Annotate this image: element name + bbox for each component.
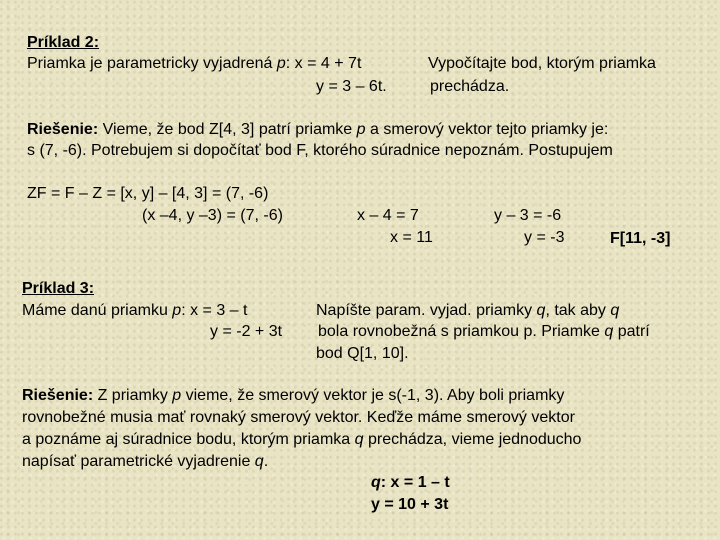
example2-intro: Priamka je parametricky vyjadrená p: x = 4 + 7t (27, 55, 362, 72)
solution2-y-eq2: y = -3 (524, 229, 565, 246)
example3-task-line1: Napíšte param. vyjad. priamky q, tak aby q (316, 302, 620, 319)
solution2-result: F[11, -3] (610, 230, 671, 247)
example2-title: Príklad 2: (27, 34, 100, 51)
example3-task-line2: bola rovnobežná s priamkou p. Priamke q patrí (318, 323, 650, 340)
solution3-line1: Riešenie: Z priamky p vieme, že smerový vektor je s(-1, 3). Aby boli priamky (22, 387, 565, 404)
solution2-x-eq2: x = 11 (390, 229, 433, 246)
example3-title: Príklad 3: (22, 280, 95, 297)
solution2-line2: s (7, -6). Potrebujem si dopočítať bod F, ktorého súradnice nepoznám. Postupujem (27, 142, 613, 159)
solution2-y-eq1: y – 3 = -6 (494, 207, 562, 224)
solution3-answer-x: q: x = 1 – t (371, 474, 450, 491)
solution3-line4: napísať parametrické vyjadrenie q. (22, 453, 269, 470)
solution3-answer-y: y = 10 + 3t (371, 496, 449, 513)
solution2-calc2: (x –4, y –3) = (7, -6) (142, 207, 283, 224)
example3-eq2: y = -2 + 3t (210, 323, 283, 340)
example2-task-line2: prechádza. (430, 78, 510, 95)
example2-eq2: y = 3 – 6t. (316, 78, 387, 95)
solution2-calc1: ZF = F – Z = [x, y] – [4, 3] = (7, -6) (27, 185, 269, 202)
example3-task-line3: bod Q[1, 10]. (316, 345, 409, 362)
solution3-line2: rovnobežné musia mať rovnaký smerový vektor. Keďže máme smerový vektor (22, 409, 575, 426)
example3-intro: Máme danú priamku p: x = 3 – t (22, 302, 248, 319)
solution2-line1: Riešenie: Vieme, že bod Z[4, 3] patrí priamke p a smerový vektor tejto priamky je: (27, 121, 609, 138)
solution3-line3: a poznáme aj súradnice bodu, ktorým priamka q prechádza, vieme jednoducho (22, 431, 582, 448)
example2-task-line1: Vypočítajte bod, ktorým priamka (428, 55, 656, 72)
solution2-x-eq1: x – 4 = 7 (357, 207, 419, 224)
